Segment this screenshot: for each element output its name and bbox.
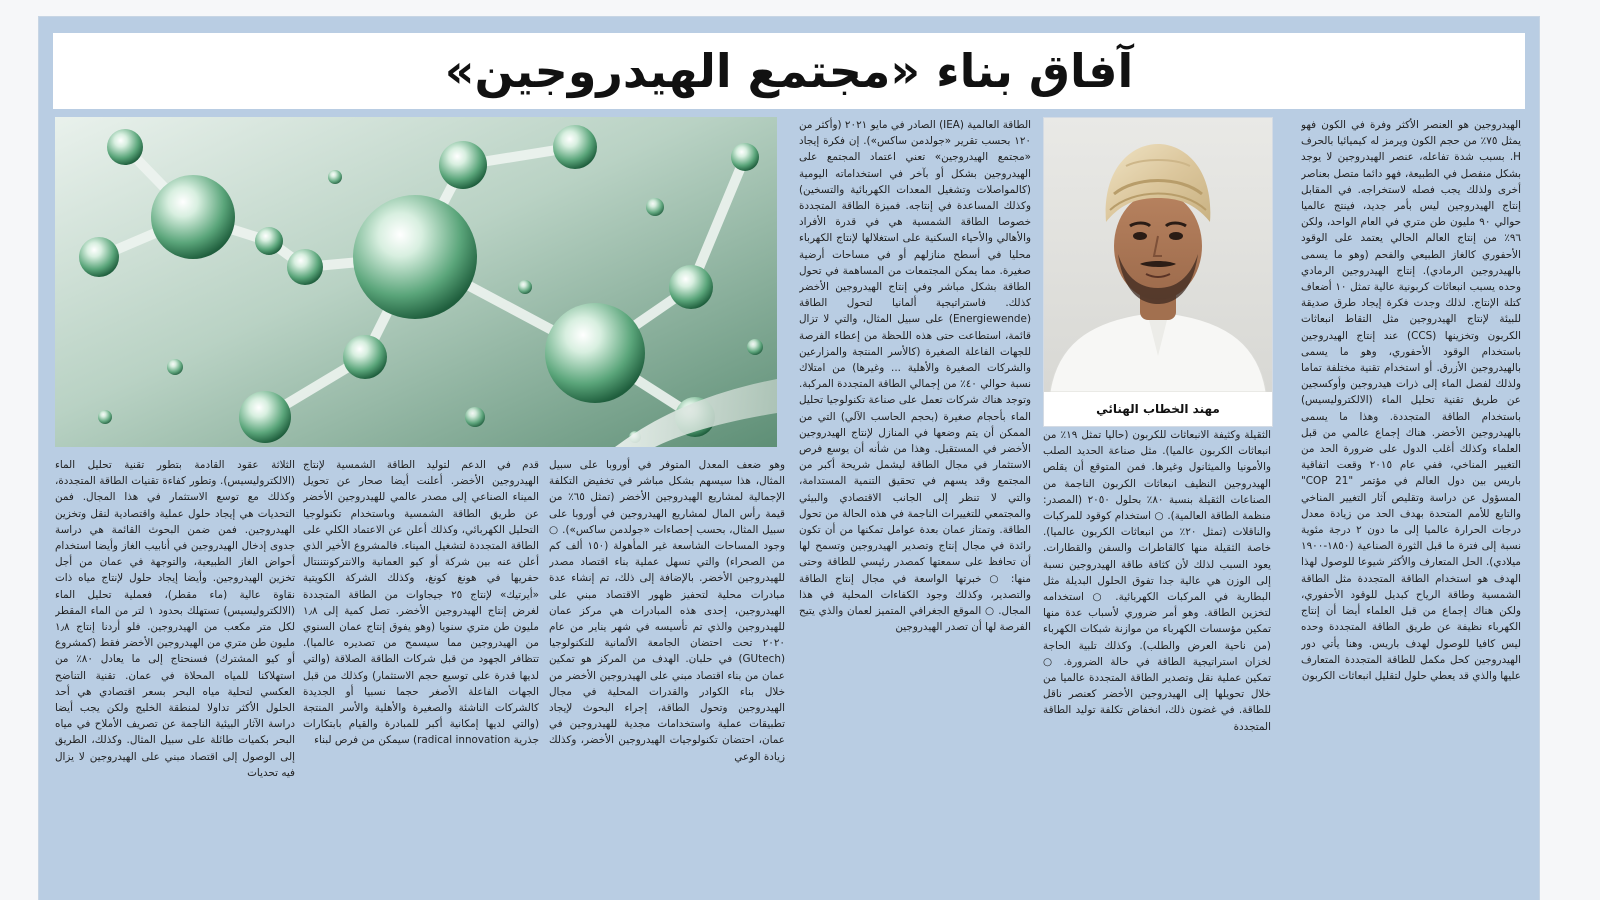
hydrogen-molecule-illustration	[55, 117, 777, 447]
column-text: الثلاثة عقود القادمة بتطور تقنية تحليل الماء (الالكتروليسيس). وتطور كفاءة تقنيات الطاقة المتجددة، وكذلك مع توسع الاستثمار في هذا المجال. فمن التحديات هي إيجاد حلول عملية واقتصادية لنقل وتخزين الهيدروجين. فمن ضمن البحوث القائمة هي دراسة جدوى إدخال الهيدروجين في أنابيب الغاز وأيضا استخدام أحواض الغاز الطبيعية، والتوجهة في عمان من أجل تخزين الهيدروجين. وأيضا إيجاد حلول لإنتاج مياه ذات نقاوة عالية (ماء مقطر)، فعملية تحليل الماء (الالكتروليسيس) تستهلك بحدود ١ لتر من الماء المقطر لكل متر مكعب من الهيدروجين. فلو أردنا إنتاج ١٫٨ مليون طن متري من الهيدروجين الأخضر فقط (كمشروع أو كيو المشترك) فسنحتاج إلى ما يعادل ٨٠٪ من استهلاكنا للمياه المحلاة في عمان. تقنية التناضح العكسي لتحلية مياه البحر بسعر اقتصادي هي أحد الحلول الأكثر تداولا لمنطقة الخليج ولكن يجب أيضا دراسة الآثار البيئية الناجمة عن تصريف الأملاح في مياه البحر بكميات طائلة على سبيل المثال. وكذلك، الطريق إلى الوصول إلى اقتصاد مبني على الهيدروجين لا يزال فيه تحديات	[55, 459, 295, 779]
article-column-2	[1043, 427, 1271, 900]
column-text: الثقيلة وكثيفة الانبعاثات للكربون (حاليا تمثل ١٩٪ من انبعاثات الكربون عالميا). مثل صناعة الحديد الصلب والأمونيا والميثانول وغيرها. فمن المتوقع أن يقلص الهيدروجين النظيف انبعاثات الكربون الناجمة من الصناعات الثقيلة بنسبة ٨٠٪ بحلول ٢٠٥٠ (المصدر: منظمة الطاقة العالمية). ○ استخدام كوقود للمركبات والناقلات (تمثل ٢٠٪ من انبعاثات الكربون عالميا). خاصة الثقيلة منها كالقاطرات والسفن والقطارات. يعود السبب لذلك لأن كثافة طاقة الهيدروجين نسبة إلى الوزن هي عالية جدا تفوق الحلول البديلة مثل البطارية في المركبات الكهربائية. ○ استخدامه لتخزين الطاقة. وهو أمر ضروري لأسباب عدة منها تمكين مؤسسات الكهرباء من موازنة شبكات الكهرباء (من ناحية العرض والطلب). وكذلك تلبية الحاجة لخزان استراتيجية الطاقة في حالة الضرورة. ○ تمكين عملية نقل وتصدير الطاقة المتجددة عالميا من خلال تحويلها إلى الهيدروجين الأخضر كعنصر ناقل للطاقة. في غضون ذلك، انخفاض تكلفة توليد الطاقة المتجددة	[1043, 429, 1271, 733]
author-photo	[1044, 118, 1272, 392]
article-column-6	[55, 457, 295, 900]
molecule-image	[55, 117, 777, 447]
headline-banner	[53, 33, 1525, 109]
article-headline: آفاق بناء «مجتمع الهيدروجين»	[444, 44, 1134, 98]
article-frame	[38, 16, 1540, 900]
column-text: وهو ضعف المعدل المتوفر في أوروبا على سبيل المثال، هذا سيسهم بشكل مباشر في تخفيض التكلفة الإجمالية لمشاريع الهيدروجين الأخضر (تمثل ٦٥٪ من قيمة رأس المال لمشاريع الهيدروجين في أوروبا على سبيل المثال، بحسب إحصاءات «جولدمن ساكس»). ○ وجود المساحات الشاسعة غير المأهولة (١٥٠ ألف كم من الصحراء) والتي تسهل عملية بناء اقتصاد مصدر للهيدروجين الأخضر. بالإضافة إلى ذلك، تم إنشاء عدة مبادرات محلية لتحفيز ظهور الاقتصاد مبني على الهيدروجين، إحدى هذه المبادرات هي مركز عمان للهيدروجين والذي تم تأسيسه في شهر يناير من عام ٢٠٢٠ تحت احتضان الجامعة الألمانية للتكنولوجيا (GUtech) في حلبان. الهدف من المركز هو تمكين عمان من بناء اقتصاد مبني على الهيدروجين الأخضر من خلال بناء الكوادر والقدرات المحلية في مجال الهيدروجين وتحول الطاقة، إجراء البحوث لإيجاد تطبيقات عملية واستخدامات مجدية للهيدروجين في عمان، احتضان تكنولوجيات الهيدروجين الأخضر، وكذلك زيادة الوعي	[549, 459, 785, 763]
article-column-1	[1301, 117, 1521, 900]
article-column-5	[303, 457, 539, 900]
article-column-4	[549, 457, 785, 900]
column-text: الهيدروجين هو العنصر الأكثر وفرة في الكون فهو يمثل ٧٥٪ من حجم الكون ويرمز له كيميائيا بالحرف H. بسبب شدة تفاعله، عنصر الهيدروجين لا يوجد بشكل منفصل في الطبيعة، فهو دائما متصل بعناصر أخرى ولذلك يجب فصله لاستخراجه. في المقابل إنتاج الهيدروجين ليس بأمر جديد، فينتج عالميا حوالي ٩٠ مليون طن متري في العام الواحد، ولكن ٩٦٪ من إنتاج العالم الحالي يعتمد على الوقود الأحفوري كالغاز الطبيعي والفحم (وهو ما يسمى بالهيدروجين الرمادي). إنتاج الهيدروجين الرمادي وحده يسبب انبعاثات كربونية عالية تمثل ١٠ أضعاف كتلة الإنتاج. لذلك وجدت فكرة إيجاد طرق صديقة للبيئة لإنتاج الهيدروجين مثل التقاط انبعاثات الكربون وتخزينها (CCS) عند إنتاج الهيدروجين باستخدام الوقود الأحفوري، وهو ما يسمى بالهيدروجين الأزرق. أو استخدام تقنية مختلفة تماما ولذلك لفصل الماء إلى ذرات هيدروجين وأوكسجين عن طريق تقنية تحليل الماء (الالكتروليسيس) باستخدام الطاقة المتجددة. وهذا ما يسمى بالهيدروجين الأخضر. هناك إجماع عالمي من قبل العلماء وكذلك أغلب الدول على ضرورة الحد من التغيير المناخي، ففي عام ٢٠١٥ وقعت اتفاقية باريس بين دول العالم في مؤتمر "COP 21" المسؤول عن دراسة وتقليص آثار التغيير المناخي والتابع للأمم المتحدة بهدف الحد من زيادة معدل درجات الحرارة عالميا إلى ما دون ٢ درجة مئوية نسبة إلى فترة ما قبل الثورة الصناعية (١٨٥٠-١٩٠٠ ميلادي). الحل المتعارف والأكثر شيوعا للوصول لهذا الهدف هو استخدام الطاقة المتجددة مثل الطاقة الشمسية وطاقة الرياح كبديل للوقود الأحفوري، ولكن هناك إجماع من قبل العلماء أيضا أن إنتاج الكهرباء نظيفة عن طريق الطاقة المتجددة وحده ليس كافيا للوصول لهدف باريس. وهنا يأتي دور الهيدروجين كحل مكمل للطاقة المتجددة المتعارف عليها والذي قد يعطي حلول لتقليل انبعاثات الكربون	[1301, 119, 1521, 682]
article-column-3	[799, 117, 1031, 900]
author-caption: مهند الخطاب الهنائي	[1044, 392, 1272, 426]
column-text: قدم في الدعم لتوليد الطاقة الشمسية لإنتاج الهيدروجين الأخضر. أعلنت أيضا صحار عن تحويل الميناء الصناعي إلى مصدر عالمي للهيدروجين الأخضر عن طريق الطاقة الشمسية وباستخدام تكنولوجيا التحليل الكهربائي، وكذلك أعلن عن الاعتماد الكلي على الطاقة المتجددة لتشغيل الميناء. فالمشروع الأخير الذي أعلن عنه بين شركة أو كيو العمانية والانتركونتننتال حفريها في هونغ كونغ، وكذلك الشركة الكويتية «أيرتيك» لإنتاج ٢٥ جيجاوات من الطاقة المتجددة لغرض إنتاج الهيدروجين الأخضر. تصل كمية إلى ١٫٨ مليون طن متري سنويا (وهو يفوق إنتاج عمان السنوي من الهيدروجين مما سيسمح من تصديره عالميا). تتظافر الجهود من قبل شركات الطاقة الصلاقة (والتي لديها قدرة على توسيع حجم الاستثمار) وكذلك من قبل الجهات الفاعلة الأصغر حجما نسبيا أو الجديدة كالشركات الناشئة والصغيرة والأهلية والأسر المنتجة (والتي لديها إمكانية أكبر للمبادرة والقيام بابتكارات جذرية radical innovation) سيمكن من فرص لبناء	[303, 459, 539, 747]
column-text: الطاقة العالمية (IEA) الصادر في مايو ٢٠٢١ (وأكثر من ١٢٠ بحسب تقرير «جولدمن ساكس»). إن فكرة إيجاد «مجتمع الهيدروجين» تعني اعتماد المجتمع على الهيدروجين بشكل أو بآخر في استخداماته اليومية (كالمواصلات وتشغيل المعدات الكهربائية والتسخين) وكذلك المساعدة في إنتاجه. فميزة الطاقة المتجددة خصوصا الطاقة الشمسية هي في قدرة الأفراد والأهالي والأحياء السكنية على استغلالها لإنتاج الكهرباء محليا في أسطح منازلهم أو في مساحات أرضية صغيرة. مما يمكن المجتمعات من المساهمة في تحول الطاقة بشكل مباشر وفي إنتاج الهيدروجين الأخضر كذلك. فاستراتيجية ألمانيا لتحول الطاقة (Energiewende) على سبيل المثال، والتي لا تزال قائمة، استطاعت حتى هذه اللحظة من إعطاء الفرصة للجهات الفاعلة الصغيرة (كالأسر المنتجة والمزارعين والشركات الصغيرة والأهلية ... وغيرها) من امتلاك نسبة حوالي ٤٠٪ من إجمالي الطاقة المتجددة المركبة. وتوجد هناك شركات تعمل على صناعة تكنولوجيا تحليل الماء بأحجام صغيرة (بحجم الحاسب الآلي) التي من الممكن أن يتم وضعها في المنازل لإنتاج الهيدروجين الأخضر في المستقبل. وهذا من شأنه أن يوسع فرص الاستثمار في مجال الطاقة ليشمل شريحة أكبر من المجتمع وقد يسهم في تحقيق التنمية المستدامة، والتي لا تنظر إلى الجانب الاقتصادي والبيئي والمجتمعي للتغييرات الناجمة في هذه الحالة من تحول الطاقة. وتمتاز عمان بعدة عوامل تمكنها من أن تكون رائدة في مجال إنتاج وتصدير الهيدروجين وتسمح لها أن تحافظ على سمعتها كمصدر رئيسي للطاقة وحتى منها: ○ خبرتها الواسعة في مجال إنتاج الطاقة والتصدير، وكذلك وجود الكفاءات المحلية في هذا المجال. ○ الموقع الجغرافي المتميز لعمان والذي يتيح الفرصة لها أن تصدر الهيدروجين	[799, 119, 1031, 634]
author-portrait	[1043, 117, 1273, 427]
